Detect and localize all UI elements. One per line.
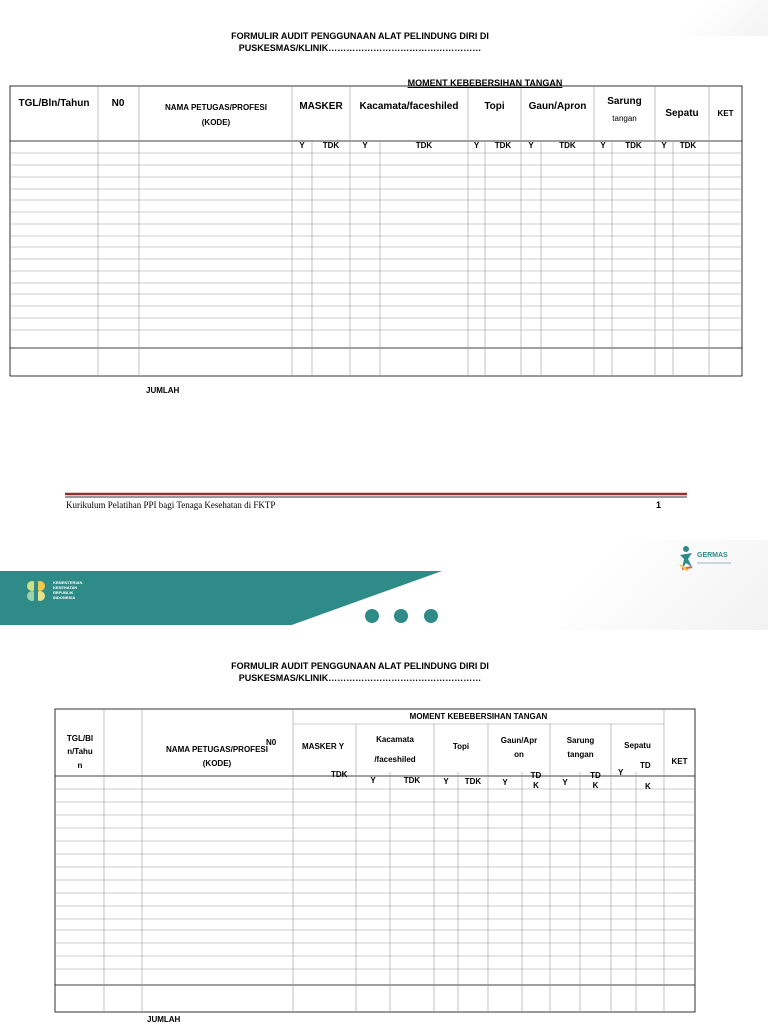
dot-2 — [394, 609, 408, 623]
sub-masker-tdk: TDK — [322, 141, 340, 150]
p2-col-tgl-2: n/Tahu — [67, 747, 93, 756]
p2-col-sarung-1: Sarung — [566, 736, 595, 745]
col-no: N0 — [111, 98, 125, 109]
sub-gaun-tdk: TDK — [559, 141, 576, 150]
jumlah-label-2: JUMLAH — [147, 1015, 181, 1024]
sub-sepatu-y: Y — [661, 141, 667, 150]
col-sepatu: Sepatu — [665, 108, 699, 119]
sub-kacamata-y: Y — [362, 141, 368, 150]
logo-line-3: REPUBLIK — [53, 590, 74, 595]
p2-sub-kac-y: Y — [370, 776, 376, 785]
p2-col-tgl-3: n — [77, 761, 83, 770]
sub-topi-tdk: TDK — [494, 141, 512, 150]
p2-col-gaun-2: on — [514, 750, 524, 759]
footer-page-number: 1 — [656, 500, 662, 510]
footer-text: Kurikulum Pelatihan PPI bagi Tenaga Kesehatan di FKTP — [66, 500, 276, 510]
logo-line-4: INDONESIA — [53, 595, 76, 600]
col-ket: KET — [717, 109, 734, 118]
p2-col-kode: (KODE) — [202, 759, 232, 768]
germas-text: GERMAS — [697, 552, 728, 559]
p2-col-sepatu-td: TD — [640, 761, 651, 770]
sub-topi-y: Y — [473, 141, 480, 150]
p2-col-sepatu-k: K — [645, 782, 651, 791]
form-title-2 — [150, 660, 570, 684]
logo-line-1: KEMENTERIAN — [53, 580, 83, 585]
sub-masker-y: Y — [299, 141, 305, 150]
p2-col-ket: KET — [671, 757, 688, 766]
germas-logo — [678, 545, 738, 577]
p2-col-sepatu: Sepatu — [624, 741, 651, 750]
form-title-2-line-2: PUSKESMAS/KLINIK…………………………………………… — [238, 673, 482, 683]
form-title-2-line-1: FORMULIR AUDIT PENGGUNAAN ALAT PELINDUNG DIRI DI — [231, 661, 489, 671]
germas-figure-icon — [678, 545, 698, 571]
sub-sarung-y: Y — [600, 141, 606, 150]
col-nama: NAMA PETUGAS/PROFESI — [165, 103, 267, 112]
logo-line-2: KESEHATAN — [53, 585, 78, 590]
p2-sub-gaun-k: K — [533, 781, 539, 790]
col-topi: Topi — [484, 101, 505, 112]
col-masker: MASKER — [299, 101, 343, 112]
kemenkes-logo — [24, 578, 94, 608]
col-sarung: Sarung — [607, 96, 642, 107]
kemenkes-emblem-icon — [24, 578, 48, 606]
p2-sub-topi-y: Y — [443, 777, 449, 786]
moment-header-2: MOMENT KEBEBERSIHAN TANGAN — [409, 712, 548, 721]
p2-sub-sar-y: Y — [562, 778, 568, 787]
banner-whitespace-top-right — [650, 0, 768, 36]
col-tgl: TGL/Bln/Tahun — [18, 98, 90, 109]
p2-col-nama: NAMA PETUGAS/PROFESI — [166, 745, 268, 754]
p2-col-sarung-2: tangan — [567, 750, 594, 759]
dot-3 — [424, 609, 438, 623]
p2-col-tgl-1: TGL/Bl — [66, 734, 94, 743]
p2-col-no: N0 — [266, 738, 277, 747]
sub-kacamata-tdk: TDK — [415, 141, 433, 150]
form-title-line-1: FORMULIR AUDIT PENGGUNAAN ALAT PELINDUNG DIRI DI — [231, 31, 489, 41]
dot-1 — [365, 609, 379, 623]
p2-sub-sar-k: K — [592, 781, 599, 790]
col-tangan: tangan — [612, 114, 637, 123]
p2-col-kacamata-1: Kacamata — [376, 735, 414, 744]
form-title-line-2: PUSKESMAS/KLINIK…………………………………………… — [238, 43, 482, 53]
jumlah-label-1: JUMLAH — [146, 386, 180, 395]
sub-sepatu-tdk: TDK — [679, 141, 697, 150]
p2-col-masker-tdk: TDK — [331, 770, 348, 779]
p2-col-topi: Topi — [452, 742, 470, 751]
p2-col-gaun-1: Gaun/Apr — [500, 736, 538, 745]
p2-col-masker: MASKER Y — [302, 742, 345, 751]
p2-sub-gaun-y: Y — [502, 778, 508, 787]
sub-gaun-y: Y — [528, 141, 534, 150]
sub-sarung-tdk: TDK — [625, 141, 642, 150]
germas-tagline — [697, 562, 731, 564]
col-kode: (KODE) — [201, 118, 231, 127]
col-gaun: Gaun/Apron — [528, 101, 587, 112]
col-kacamata: Kacamata/faceshiled — [359, 101, 459, 112]
p2-sub-gaun-td: TD — [530, 771, 542, 780]
p2-col-kacamata-2: /faceshiled — [374, 755, 416, 764]
p2-col-sepatu-y: Y — [618, 768, 624, 777]
moment-header-1: MOMENT KEBEBERSIHAN TANGAN — [407, 78, 563, 88]
p2-sub-topi-tdk: TDK — [464, 777, 482, 786]
p2-sub-kac-tdk: TDK — [403, 776, 421, 785]
p2-sub-sar-td: TD — [590, 771, 601, 780]
